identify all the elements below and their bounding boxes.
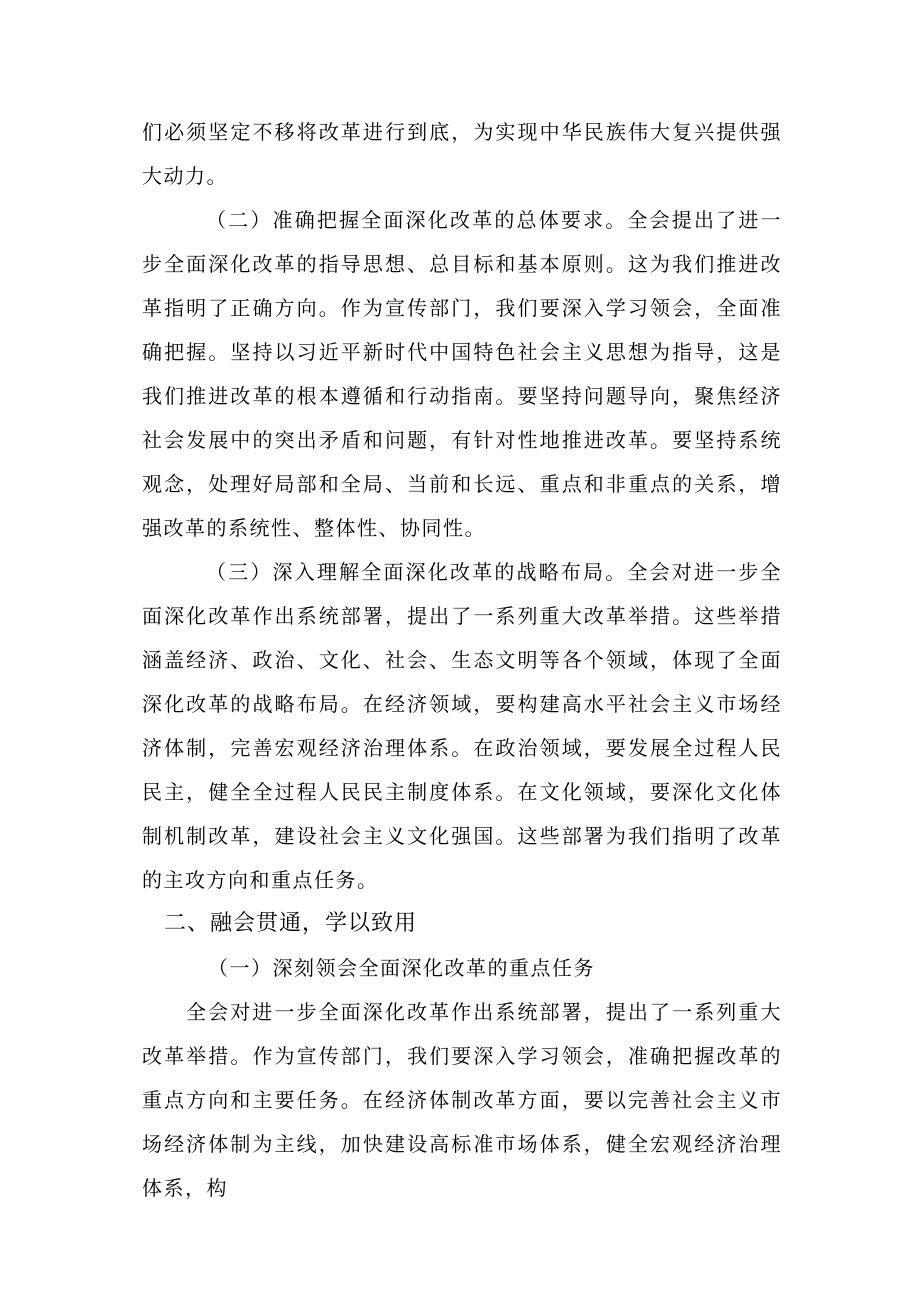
paragraph-key-tasks: 全会对进一步全面深化改革作出系统部署，提出了一系列重大改革举措。作为宣传部门，我们要深入学习领会，准确把握改革的重点方向和主要任务。在经济体制改革方面，要以完善社会主义市场经济体制为主线，加快建设高标准市场体系，健全宏观经济治理体系，构 xyxy=(142,1000,782,1200)
paragraph-strategic-layout: （三）深入理解全面深化改革的战略布局。全会对进一步全面深化改革作出系统部署，提出了一系列重大改革举措。这些举措涵盖经济、政治、文化、社会、生态文明等各个领域，体现了全面深化改革的战略布局。在经济领域，要构建高水平社会主义市场经济体制，完善宏观经济治理体系。在政治领域，要发展全过程人民民主，健全全过程人民民主制度体系。在文化领域，要深化文化体制机制改革，建设社会主义文化强国。这些部署为我们指明了改革的主攻方向和重点任务。 xyxy=(142,560,782,892)
paragraph-overall-requirements: （二）准确把握全面深化改革的总体要求。全会提出了进一步全面深化改革的指导思想、总目标和基本原则。这为我们推进改革指明了正确方向。作为宣传部门，我们要深入学习领会，全面准确把握。坚持以习近平新时代中国特色社会主义思想为指导，这是我们推进改革的根本遵循和行动指南。要坚持问题导向，聚焦经济社会发展中的突出矛盾和问题，有针对性地推进改革。要坚持系统观念，处理好局部和全局、当前和长远、重点和非重点的关系，增强改革的系统性、整体性、协同性。 xyxy=(142,208,782,540)
section-heading-2: 二、融会贯通，学以致用 xyxy=(164,911,418,936)
paragraph-continuation: 们必须坚定不移将改革进行到底，为实现中华民族伟大复兴提供强大动力。 xyxy=(142,120,782,188)
document-body xyxy=(142,110,782,1210)
subheading-key-tasks: （一）深刻领会全面深化改革的重点任务 xyxy=(208,956,595,980)
